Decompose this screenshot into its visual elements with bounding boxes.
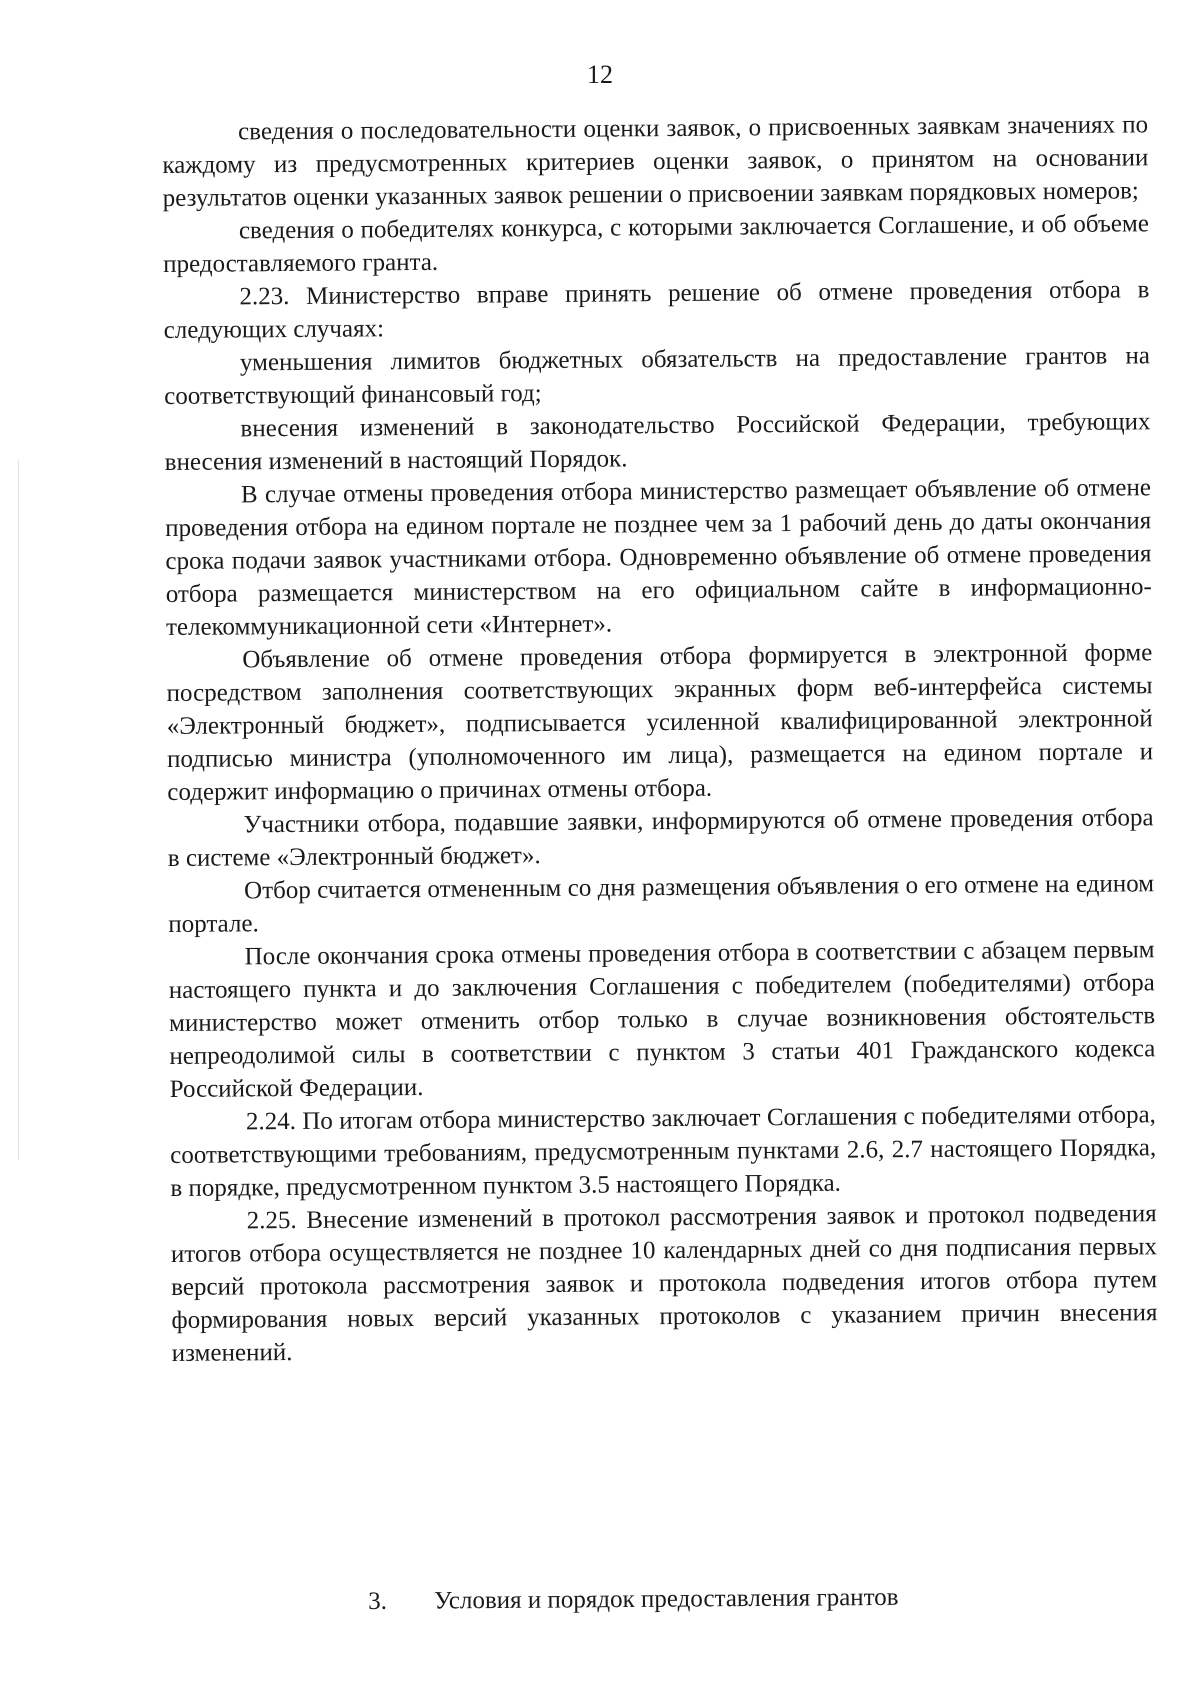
paragraph-evaluation-info: сведения о последовательности оценки заявок, о присвоенных заявкам значениях по каждому из предусмотренных критериев оценки заявок, о принятом на основании результатов оценки указанных заявок решении о присвоении заявкам порядковых номеров;: [162, 111, 1149, 212]
paragraph-cancellation-announcement: В случае отмены проведения отбора министерство размещает объявление об отмене проведения отбора на едином портале не позднее чем за 1 рабочий день до даты окончания срока подачи заявок участниками отбора. Одновременно объявление об отмене проведения отбора размещается министерством на его официальном сайте в информационно-телекоммуникационной сети «Интернет».: [165, 474, 1152, 641]
paragraph-cancellation-date: Отбор считается отмененным со дня размещения объявления о его отмене на едином портале.: [168, 870, 1155, 938]
paragraph-clause-2-23: 2.23. Министерство вправе принять решение об отмене проведения отбора в следующих случаях:: [163, 276, 1150, 344]
paragraph-announcement-form: Объявление об отмене проведения отбора формируется в электронной форме посредством заполнения соответствующих экранных форм веб-интерфейса системы «Электронный бюджет», подписывается усиленной квалифицированной электронной подписью министра (уполномоченного им лица), размещается на едином портале и содержит информацию о причинах отмены отбора.: [166, 639, 1154, 806]
paragraph-winners-info: сведения о победителях конкурса, с которыми заключается Соглашение, и об объеме предоставляемого гранта.: [163, 210, 1149, 278]
section-title: Условия и порядок предоставления грантов: [434, 1583, 899, 1615]
section-heading: [368, 1579, 1148, 1618]
paragraph-legislation-changes: внесения изменений в законодательство Российской Федерации, требующих внесения изменений в настоящий Порядок.: [164, 408, 1151, 476]
section-number: 3.: [368, 1587, 387, 1615]
document-body: [162, 108, 1158, 1370]
paragraph-clause-2-24: 2.24. По итогам отбора министерство заключает Соглашения с победителями отбора, соответствующими требованиям, предусмотренным пунктами 2.6, 2.7 настоящего Порядка, в порядке, предусмотренном пунктом 3.5 настоящего Порядка.: [170, 1101, 1157, 1202]
scan-edge-mark: [18, 460, 19, 1160]
paragraph-participants-informed: Участники отбора, подавшие заявки, информируются об отмене проведения отбора в системе «Электронный бюджет».: [167, 804, 1154, 872]
page-number: 12: [587, 60, 613, 89]
paragraph-budget-limits: уменьшения лимитов бюджетных обязательств на предоставление грантов на соответствующий финансовый год;: [164, 342, 1151, 410]
paragraph-force-majeure: После окончания срока отмены проведения отбора в соответствии с абзацем первым настоящего пункта и до заключения Соглашения с победителем (победителями) отбора министерство может отменить отбор только в случае возникновения обстоятельств непреодолимой силы в соответствии с пунктом 3 статьи 401 Гражданского кодекса Российской Федерации.: [168, 936, 1156, 1103]
paragraph-clause-2-25: 2.25. Внесение изменений в протокол рассмотрения заявок и протокол подведения итогов отбора осуществляется не позднее 10 календарных дней со дня подписания первых версий протокола рассмотрения заявок и протокола подведения итогов отбора путем формирования новых версий указанных протоколов с указанием причин внесения изменений.: [170, 1200, 1158, 1367]
